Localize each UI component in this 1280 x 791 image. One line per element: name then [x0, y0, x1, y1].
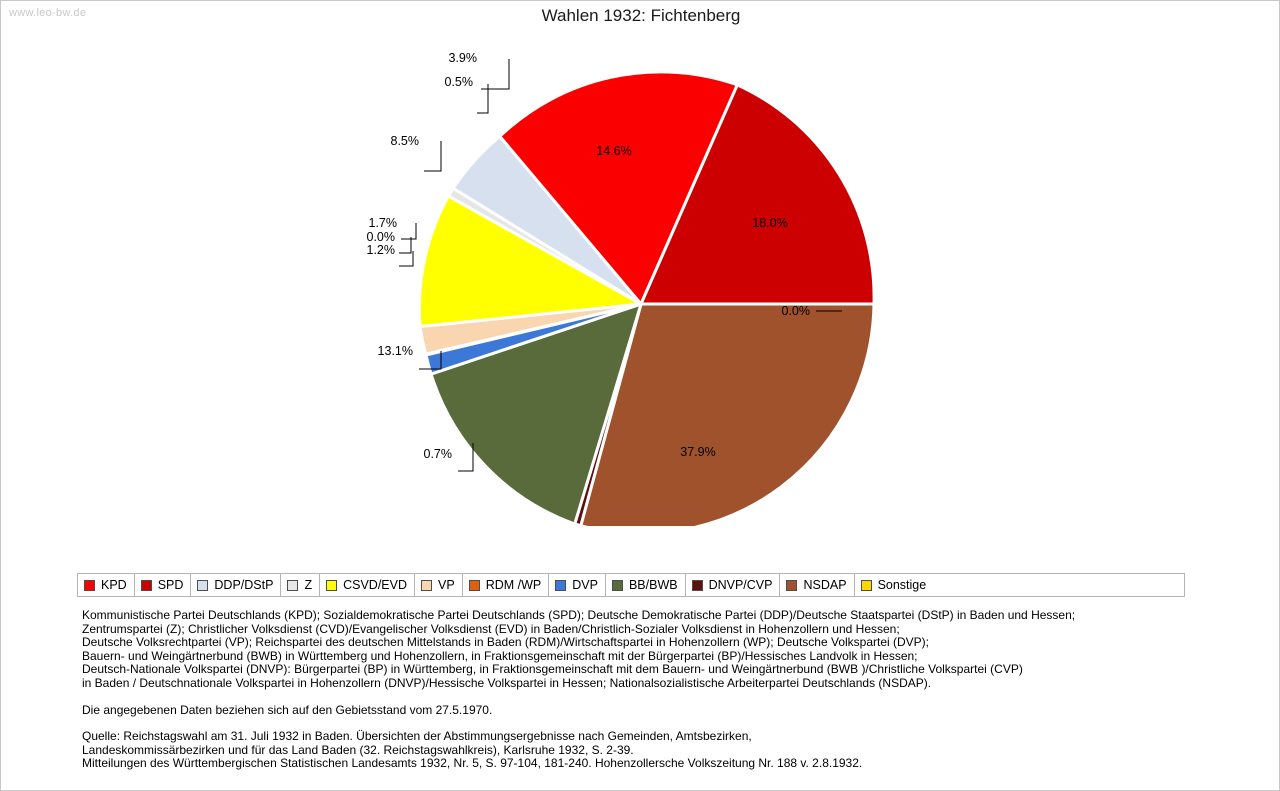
legend-label: BB/BWB	[628, 578, 678, 592]
callout-text-layer	[1, 31, 1280, 561]
legend-swatch-z	[287, 580, 298, 591]
legend-label: DNVP/CVP	[708, 578, 773, 592]
footnote-parties-line: Deutsche Volksrechtpartei (VP); Reichspartei des deutschen Mittelstands in Baden (RDM)/Wirtschaftspartei in Hohenzollern (WP); Deutsche Volkspartei (DVP);	[82, 635, 930, 650]
footnote-gap	[82, 691, 1212, 704]
footnote-parties-line: in Baden / Deutschnationale Volkspartei in Hohenzollern (DNVP)/Hessische Volkspartei in Hessen; Nationalsozialistische Arbeiterpartei Deutschlands (NSDAP).	[82, 675, 932, 690]
footnote-parties-line: Zentrumspartei (Z); Christlicher Volksdienst (CVD)/Evangelischer Volksdienst (EVD) in Baden/Christlich-Sozialer Volksdienst in Hohenzollern und Hessen;	[82, 621, 900, 636]
legend-label: DVP	[572, 578, 598, 592]
legend-swatch-kpd	[84, 580, 95, 591]
slice-label-z: 0.5%	[444, 75, 473, 89]
slice-label-vp: 1.7%	[368, 216, 397, 230]
legend-item[interactable]	[463, 574, 550, 596]
legend-item[interactable]	[281, 574, 320, 596]
slice-label-spd: 18.0%	[752, 216, 788, 230]
footnote-note: Die angegebenen Daten beziehen sich auf den Gebietsstand vom 27.5.1970.	[82, 702, 493, 717]
legend-label: CSVD/EVD	[343, 578, 407, 592]
footnote-parties-line: Bauern- und Weingärtnerbund (BWB) in Württemberg und Hohenzollern, in Fraktionsgemeinschaft mit der Bürgerpartei (BP)/Hessisches Landvolk in Hessen;	[82, 648, 918, 663]
legend-label: NSDAP	[803, 578, 847, 592]
legend-swatch-vp	[421, 580, 432, 591]
legend-label: KPD	[101, 578, 127, 592]
footnote-source-line: Mitteilungen des Württembergischen Statistischen Landesamts 1932, Nr. 5, S. 97-104, 181-240. Hohenzollersche Volkszeitung Nr. 188 v. 2.8.1932.	[82, 756, 863, 771]
slice-label-dnvp: 0.7%	[423, 447, 452, 461]
legend-item[interactable]	[780, 574, 854, 596]
legend-item[interactable]	[549, 574, 606, 596]
slice-label-nsdap: 37.9%	[680, 445, 716, 459]
legend-swatch-csvd	[326, 580, 337, 591]
legend-label: Sonstige	[877, 578, 927, 592]
footnotes	[82, 609, 1212, 771]
slice-label-kpd: 14.6%	[596, 144, 632, 158]
slice-label-rdm: 0.0%	[366, 230, 395, 244]
legend-label: Z	[304, 578, 313, 592]
legend-label: SPD	[157, 578, 184, 592]
page-title: Wahlen 1932: Fichtenberg	[541, 6, 741, 25]
pie-chart	[1, 31, 1280, 561]
legend-item[interactable]	[855, 574, 934, 596]
legend-item[interactable]	[135, 574, 192, 596]
legend-swatch-bb	[612, 580, 623, 591]
slice-label-bb: 13.1%	[377, 344, 413, 358]
slice-label-csvd: 8.5%	[390, 134, 419, 148]
legend-item[interactable]	[191, 574, 281, 596]
legend-swatch-dnvp	[692, 580, 703, 591]
watermark: www.leo-bw.de	[9, 7, 87, 19]
legend-item[interactable]	[606, 574, 686, 596]
footnote-parties-line: Kommunistische Partei Deutschlands (KPD); Sozialdemokratische Partei Deutschlands (SPD); Deutsche Demokratische Partei (DDP)/Deutsche Staatspartei (DStP) in Baden und Hessen;	[82, 608, 1076, 622]
legend-swatch-ddp	[197, 580, 208, 591]
legend-item[interactable]	[415, 574, 463, 596]
legend-swatch-rdm	[469, 580, 480, 591]
legend-label: RDM /WP	[485, 578, 542, 592]
legend-item[interactable]	[686, 574, 781, 596]
footnote-source-line: Quelle: Reichstagswahl am 31. Juli 1932 in Baden. Übersichten der Abstimmungsergebnisse nach Gemeinden, Amtsbezirken,	[82, 729, 752, 744]
footnote-parties-line: Deutsch-Nationale Volkspartei (DNVP): Bürgerpartei (BP) in Württemberg, in Fraktionsgemeinschaft mit dem Bauern- und Weingärtnerbund (BWB )/Christliche Volkspartei (CVP)	[82, 662, 1023, 677]
legend-swatch-nsdap	[786, 580, 797, 591]
legend-label: VP	[438, 578, 455, 592]
slice-label-dvp: 1.2%	[366, 243, 395, 257]
slice-label-zero-right: 0.0%	[781, 304, 810, 318]
slice-label-ddp: 3.9%	[448, 51, 477, 65]
legend-item[interactable]	[78, 574, 135, 596]
legend-swatch-sonstige	[861, 580, 872, 591]
chart-legend	[77, 573, 1185, 597]
legend-label: DDP/DStP	[214, 578, 274, 592]
legend-item[interactable]	[320, 574, 415, 596]
footnote-source-line: Landeskommissärbezirken und für das Land Baden (32. Reichstagswahlkreis), Karlsruhe 1932, S. 2-39.	[82, 742, 634, 757]
legend-swatch-spd	[141, 580, 152, 591]
legend-swatch-dvp	[555, 580, 566, 591]
